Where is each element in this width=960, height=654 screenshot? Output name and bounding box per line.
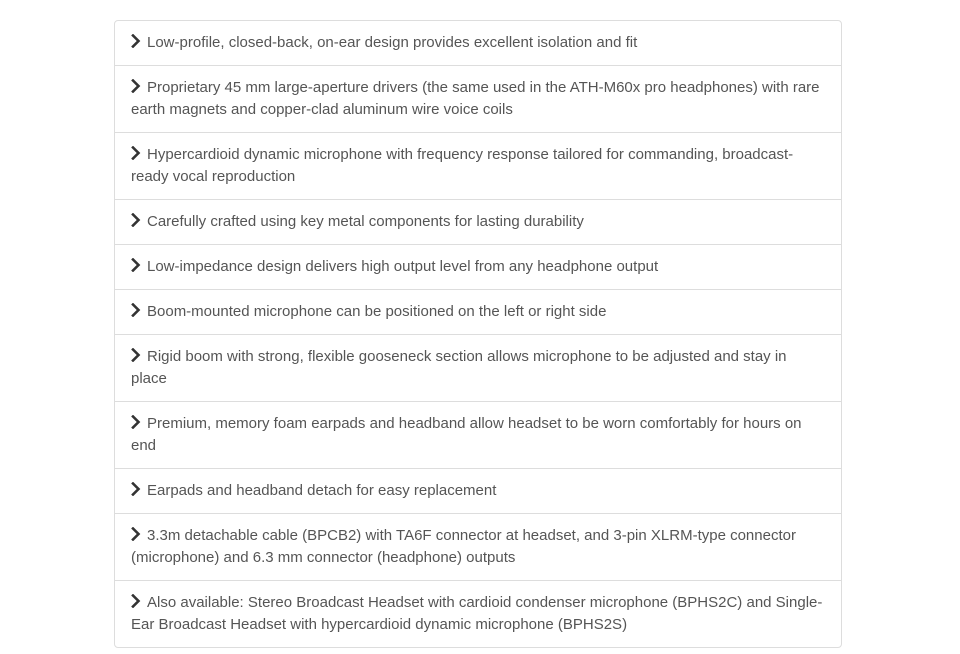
chevron-right-icon	[131, 348, 141, 362]
feature-text: 3.3m detachable cable (BPCB2) with TA6F connector at headset, and 3-pin XLRM-type connector (microphone) and 6.3 mm connector (headphone) outputs	[131, 527, 796, 566]
list-item	[115, 513, 841, 580]
list-item	[115, 580, 841, 647]
feature-text: Proprietary 45 mm large-aperture drivers (the same used in the ATH-M60x pro headphones) with rare earth magnets and copper-clad aluminum wire voice coils	[131, 79, 820, 118]
chevron-right-icon	[131, 415, 141, 429]
feature-text: Also available: Stereo Broadcast Headset with cardioid condenser microphone (BPHS2C) and Single-Ear Broadcast Headset with hypercardioid dynamic microphone (BPHS2S)	[131, 594, 823, 633]
chevron-right-icon	[131, 527, 141, 541]
feature-text: Rigid boom with strong, flexible gooseneck section allows microphone to be adjusted and stay in place	[131, 348, 787, 387]
chevron-right-icon	[131, 146, 141, 160]
chevron-right-icon	[131, 213, 141, 227]
chevron-right-icon	[131, 34, 141, 48]
list-item	[115, 334, 841, 401]
list-item	[115, 289, 841, 334]
feature-text: Boom-mounted microphone can be positioned on the left or right side	[147, 303, 607, 320]
list-item	[115, 199, 841, 244]
chevron-right-icon	[131, 594, 141, 608]
chevron-right-icon	[131, 482, 141, 496]
feature-text: Low-impedance design delivers high output level from any headphone output	[147, 258, 659, 275]
feature-text: Hypercardioid dynamic microphone with frequency response tailored for commanding, broadcast-ready vocal reproduction	[131, 146, 794, 185]
chevron-right-icon	[131, 258, 141, 272]
list-item	[115, 401, 841, 468]
list-item	[115, 132, 841, 199]
feature-text: Carefully crafted using key metal components for lasting durability	[147, 213, 584, 230]
feature-list	[114, 20, 842, 648]
feature-text: Low-profile, closed-back, on-ear design provides excellent isolation and fit	[147, 34, 638, 51]
chevron-right-icon	[131, 303, 141, 317]
chevron-right-icon	[131, 79, 141, 93]
list-item	[115, 244, 841, 289]
feature-text: Earpads and headband detach for easy replacement	[147, 482, 497, 499]
list-item	[115, 468, 841, 513]
list-item	[115, 21, 841, 65]
list-item	[115, 65, 841, 132]
feature-text: Premium, memory foam earpads and headband allow headset to be worn comfortably for hours on end	[131, 415, 802, 454]
